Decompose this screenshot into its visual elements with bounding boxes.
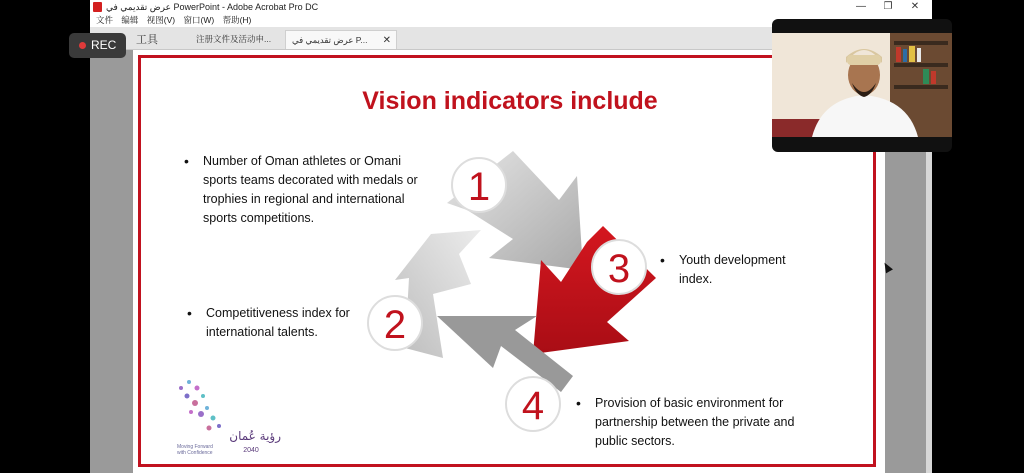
minimize-button[interactable]: — [856, 1, 866, 12]
badge-4-number: 4 [521, 384, 545, 428]
indicator-1-text: • Number of Oman athletes or Omani sports teams decorated with medals or trophies in regional and international sports competitions. [184, 153, 418, 225]
menu-window[interactable]: 窗口(W) [183, 15, 215, 25]
tab-label: عرض تقديمي في P... [292, 35, 368, 45]
menu-edit[interactable]: 编辑 [121, 15, 139, 25]
indicator-2-text: • Competitiveness index for international talents. [187, 305, 350, 339]
badge-2-number: 2 [383, 303, 407, 347]
menu-view[interactable]: 视图(V) [146, 15, 176, 25]
number-badge-2 [368, 296, 422, 350]
slide-heading: Vision indicators include [362, 87, 658, 115]
tab-document-active[interactable] [285, 30, 397, 49]
number-badge-1 [452, 158, 506, 212]
bullet: • [187, 305, 192, 321]
bullet: • [660, 252, 665, 268]
number-badge-4 [506, 377, 560, 431]
logo-tagline-1: Moving Forward [177, 444, 213, 450]
record-dot-icon [79, 42, 86, 49]
logo-year: 2040 [243, 447, 259, 454]
webcam-overlay[interactable] [772, 19, 952, 152]
menu-help[interactable]: 帮助(H) [222, 15, 252, 25]
badge-1-number: 1 [467, 165, 491, 209]
slide-frame [138, 55, 876, 467]
tab-tools[interactable]: 工具 [136, 34, 158, 46]
tab-document-1[interactable]: 注册文件及活动申... [196, 34, 272, 44]
badge-3-number: 3 [607, 247, 631, 291]
maximize-button[interactable]: ❐ [883, 1, 893, 12]
number-badge-3 [592, 240, 646, 294]
logo-tagline-2: with Confidence [177, 450, 213, 456]
bullet: • [576, 395, 581, 411]
window-title: عرض تقديمي في PowerPoint - Adobe Acrobat Pro DC [106, 2, 319, 12]
left-panel [90, 50, 132, 473]
presenter-video [772, 19, 952, 152]
menu-file[interactable]: 文件 [96, 15, 114, 25]
recording-indicator: REC [69, 33, 126, 58]
tab-close-icon[interactable]: ✕ [382, 35, 391, 46]
oman-2040-logo [177, 380, 281, 456]
logo-arabic: رؤية عُمان [229, 429, 281, 443]
close-button[interactable]: ✕ [910, 1, 920, 12]
pdf-icon [93, 2, 102, 12]
indicator-3-text: • Youth development index. [660, 252, 786, 286]
indicator-4-text: • Provision of basic environment for partnership between the private and public sectors. [576, 395, 795, 448]
title-bar [90, 0, 932, 14]
bullet: • [184, 153, 189, 169]
